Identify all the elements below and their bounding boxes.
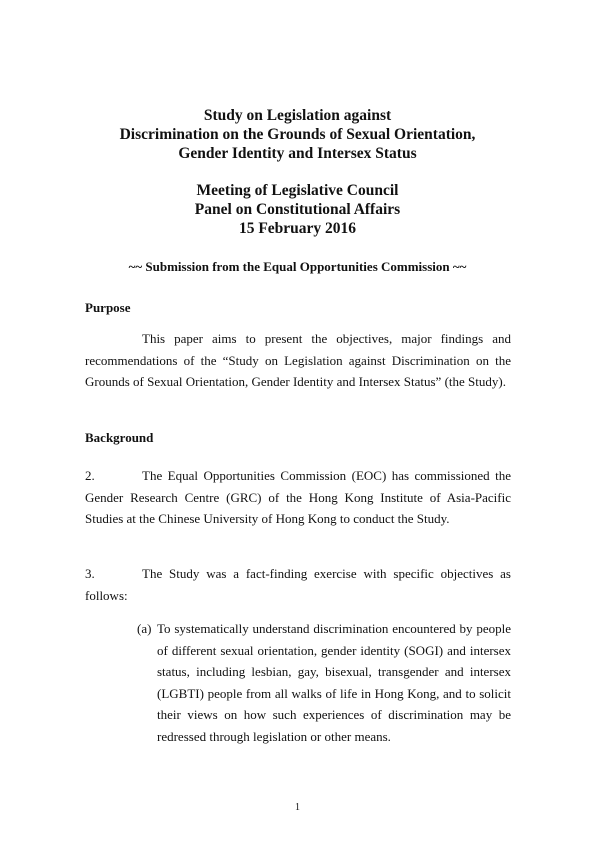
page-number: 1 (295, 802, 300, 813)
meeting-date: 15 February 2016 (238, 220, 357, 237)
paragraph-2 (85, 465, 511, 530)
title-line-2: Discrimination on the Grounds of Sexual Orientation, (119, 126, 476, 143)
background-heading: Background (85, 430, 154, 445)
title-line-1: Study on Legislation against (203, 107, 392, 124)
paragraph-2-text: The Equal Opportunities Commission (EOC) has commissioned the Gender Research Centre (GRC) of the Hong Kong Institute of Asia-Pacific Studies at the Chinese University of Hong Kong to conduct the Study. (85, 468, 511, 527)
submission-line: ~~ Submission from the Equal Opportunities Commission ~~ (128, 259, 467, 274)
meeting-line-1: Meeting of Legislative Council (196, 182, 399, 199)
document-title (0, 106, 595, 163)
meeting-line-2: Panel on Constitutional Affairs (194, 201, 401, 218)
paragraph-3-text: The Study was a fact-finding exercise with specific objectives as follows: (85, 566, 511, 603)
purpose-paragraph (85, 328, 511, 393)
list-item-a-marker: (a) (137, 621, 152, 636)
meeting-info (0, 181, 595, 238)
title-line-3: Gender Identity and Intersex Status (178, 145, 417, 162)
list-item-a (137, 618, 511, 747)
purpose-heading: Purpose (85, 300, 131, 315)
paragraph-3 (85, 563, 511, 606)
paragraph-2-number: 2. (85, 468, 95, 483)
purpose-text: This paper aims to present the objectives, major findings and recommendations of the “Study on Legislation against Discrimination on the Grounds of Sexual Orientation, Gender Identity and Intersex Status” (the Study). (85, 331, 511, 390)
list-item-a-text: To systematically understand discrimination encountered by people of different sexual orientation, gender identity (SOGI) and intersex status, including lesbian, gay, bisexual, transgender and intersex (LGBTI) people from all walks of life in Hong Kong, and to solicit their views on how such experiences of discrimination may be redressed through legislation or other means. (157, 621, 511, 744)
paragraph-3-number: 3. (85, 566, 95, 581)
